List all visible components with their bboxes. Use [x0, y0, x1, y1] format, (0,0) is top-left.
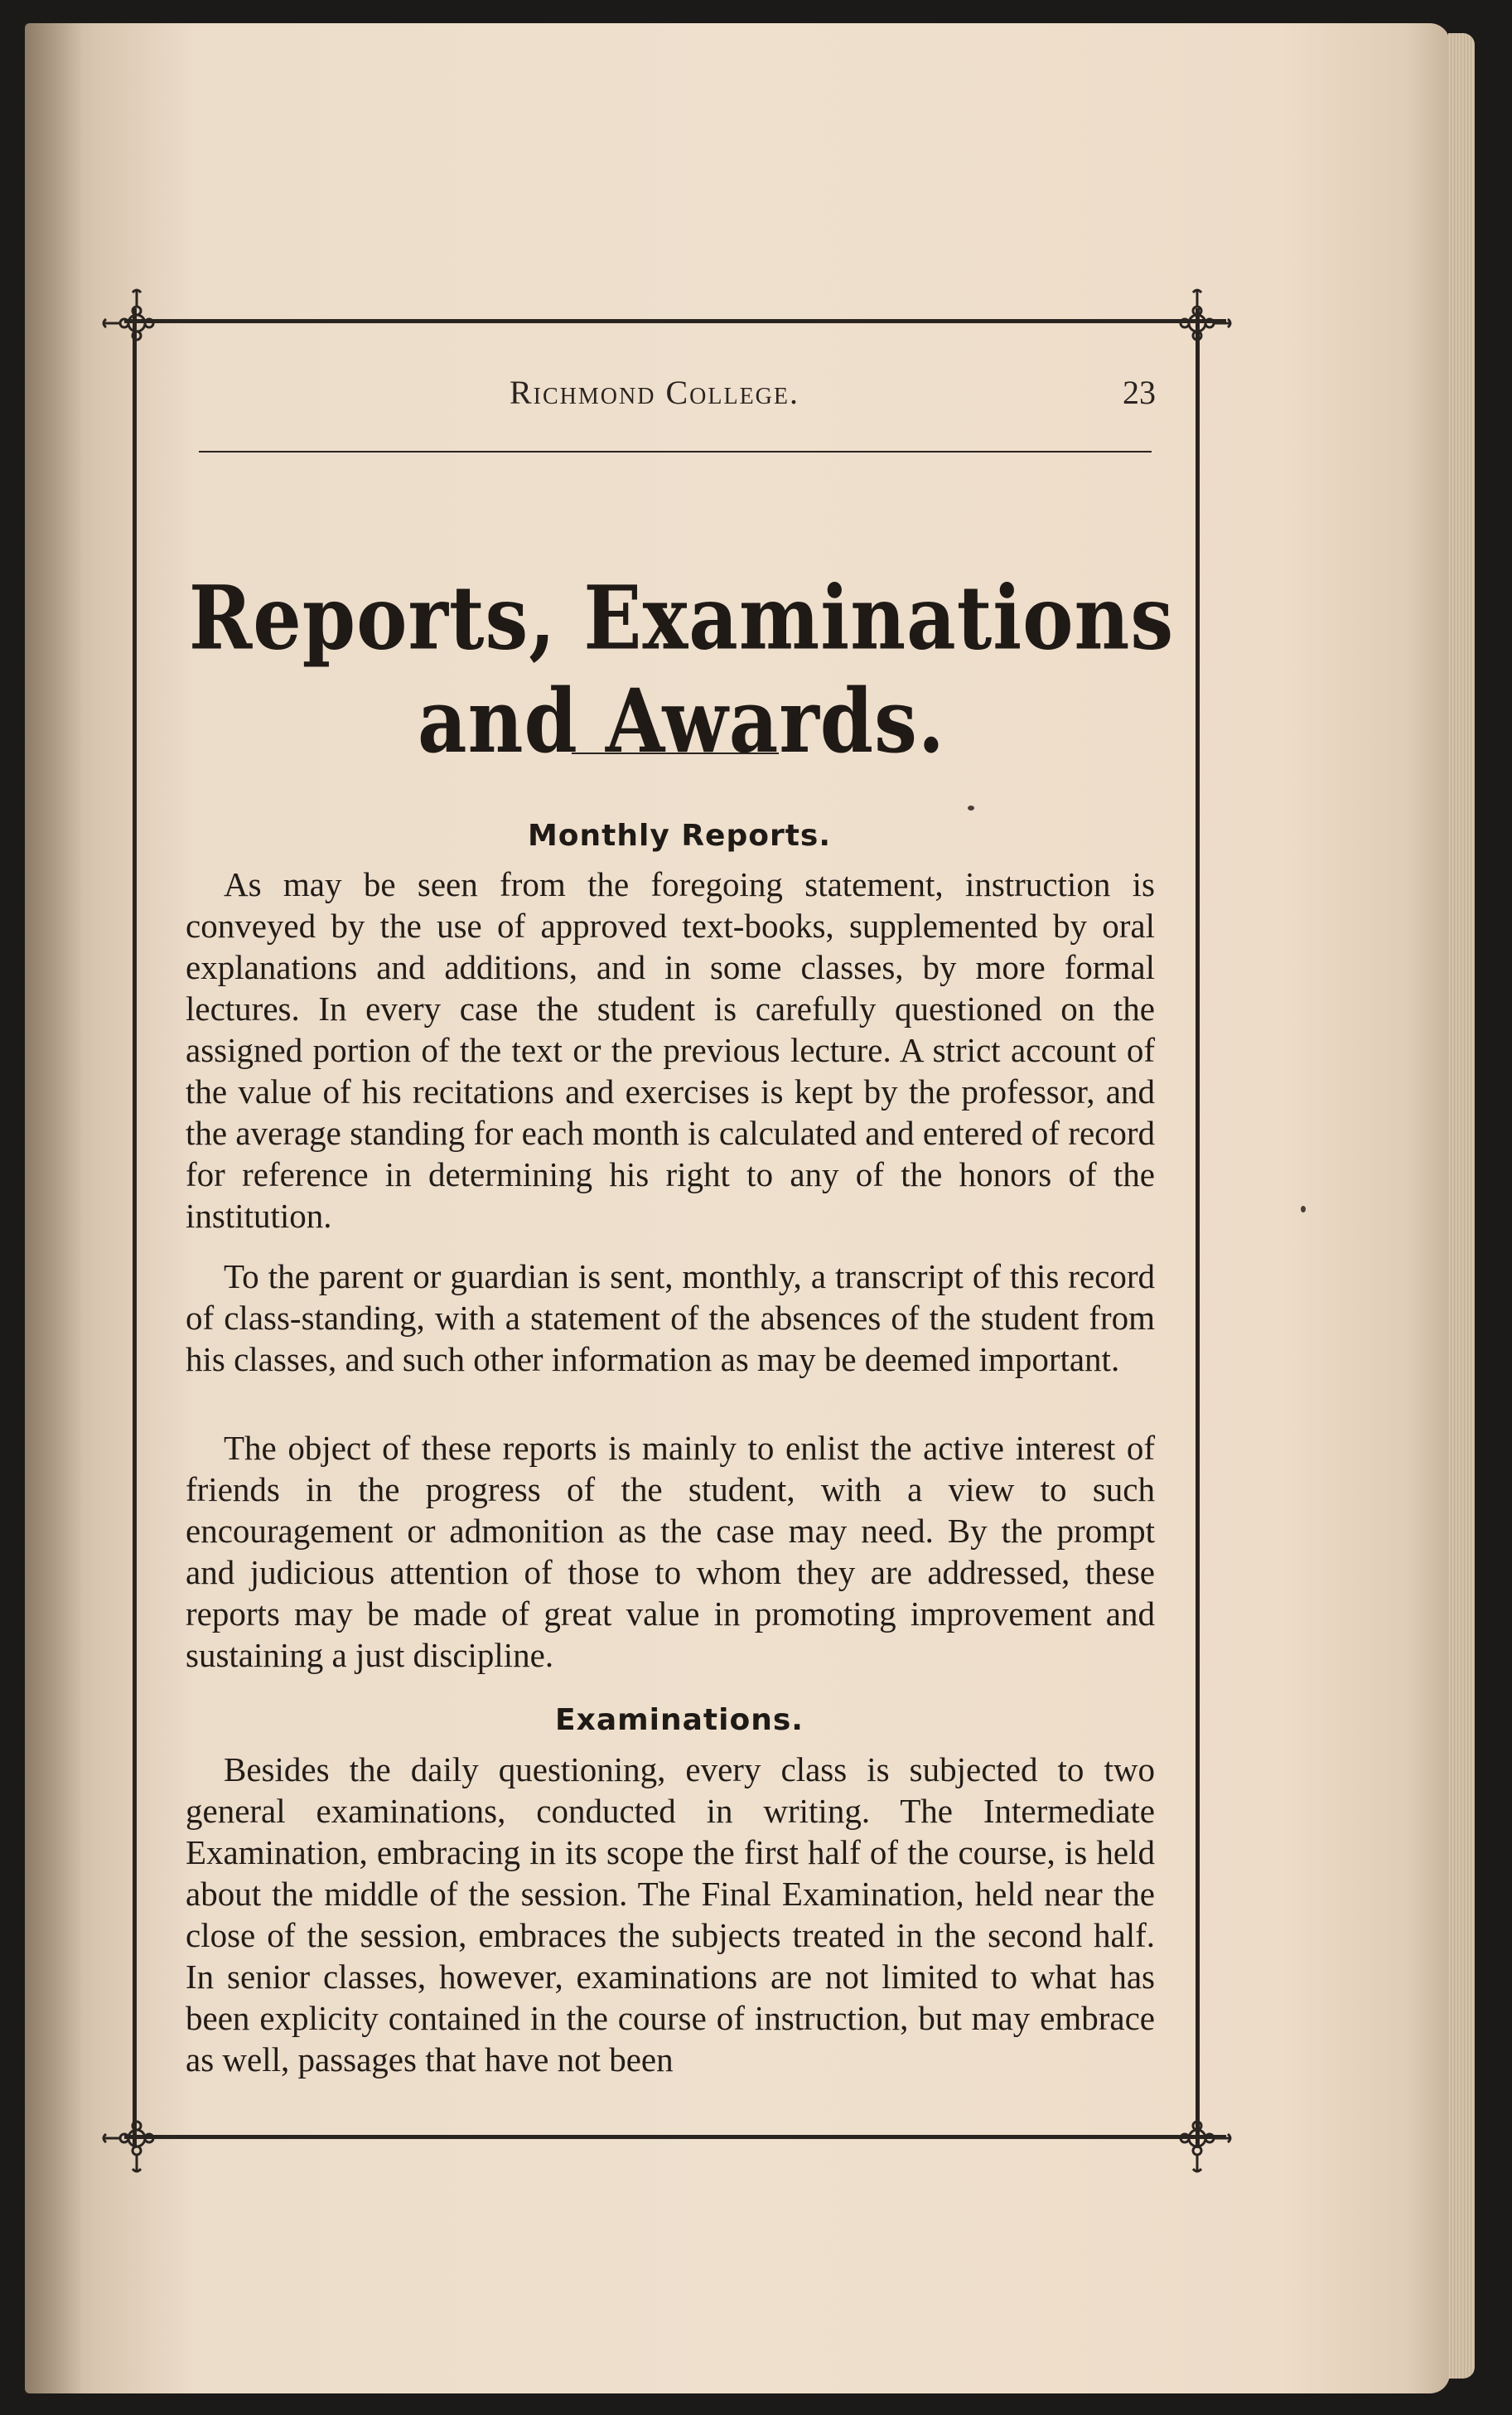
binding-shadow [25, 23, 83, 2393]
section-heading: Monthly Reports. [527, 819, 832, 853]
paragraph: Besides the daily questioning, every class is subjected to two general examinations, conducted in writing. The Intermediate Examination, embracing in its scope the first half of the course, is held about the middle of the session. The Final Examination, held near the close of the session, embraces the subjects treated in the second half. In senior classes, however, examinations are not limited to what has been explicity contained in the course of instruction, but may embrace as well, passages that have not been [186, 1750, 1155, 2079]
paper-speck [1301, 1206, 1306, 1212]
running-header [186, 373, 1156, 423]
section-heading: Examinations. [555, 1703, 804, 1737]
frame-top-rule [124, 319, 1226, 323]
corner-ornament-icon [1160, 286, 1234, 361]
corner-ornament-icon [99, 286, 174, 361]
paragraph: To the parent or guardian is sent, monthly, a transcript of this record of class-standing, with a statement of the absences of the student from his classes, and such other information as may be deemed important. [186, 1257, 1155, 1378]
page-number: 23 [1123, 374, 1156, 411]
running-head: Richmond College. [510, 374, 799, 411]
paragraph: As may be seen from the foregoing statement, instruction is conveyed by the use of approved text-books, supplemented by oral explanations and additions, and in some classes, by more formal lectures. In every case the student is carefully questioned on the assigned portion of the text or the previous lecture. A strict account of the value of his recitations and exercises is kept by the professor, and the average standing for each month is calculated and entered of record for reference in determining his right to any of the honors of the institution. [186, 865, 1155, 1235]
header-rule [199, 451, 1152, 453]
page-title: Reports, Examinations and Awards. [188, 566, 1175, 773]
title-rule [572, 753, 779, 754]
paper-speck [968, 806, 974, 811]
paragraph: The object of these reports is mainly to enlist the active interest of friends in the progress of the student, with a view to such encouragement or admonition as the case may need. By the prompt and judicious attention of those to whom they are addressed, these reports may be made of great value in promoting improvement and sustaining a just discipline. [186, 1429, 1155, 1674]
corner-ornament-icon [1160, 2101, 1234, 2175]
frame-bottom-rule [124, 2135, 1226, 2139]
frame-left-rule [133, 308, 137, 2148]
corner-ornament-icon [99, 2101, 174, 2175]
frame-right-rule [1196, 308, 1200, 2148]
page-fore-edge [1448, 33, 1475, 2379]
